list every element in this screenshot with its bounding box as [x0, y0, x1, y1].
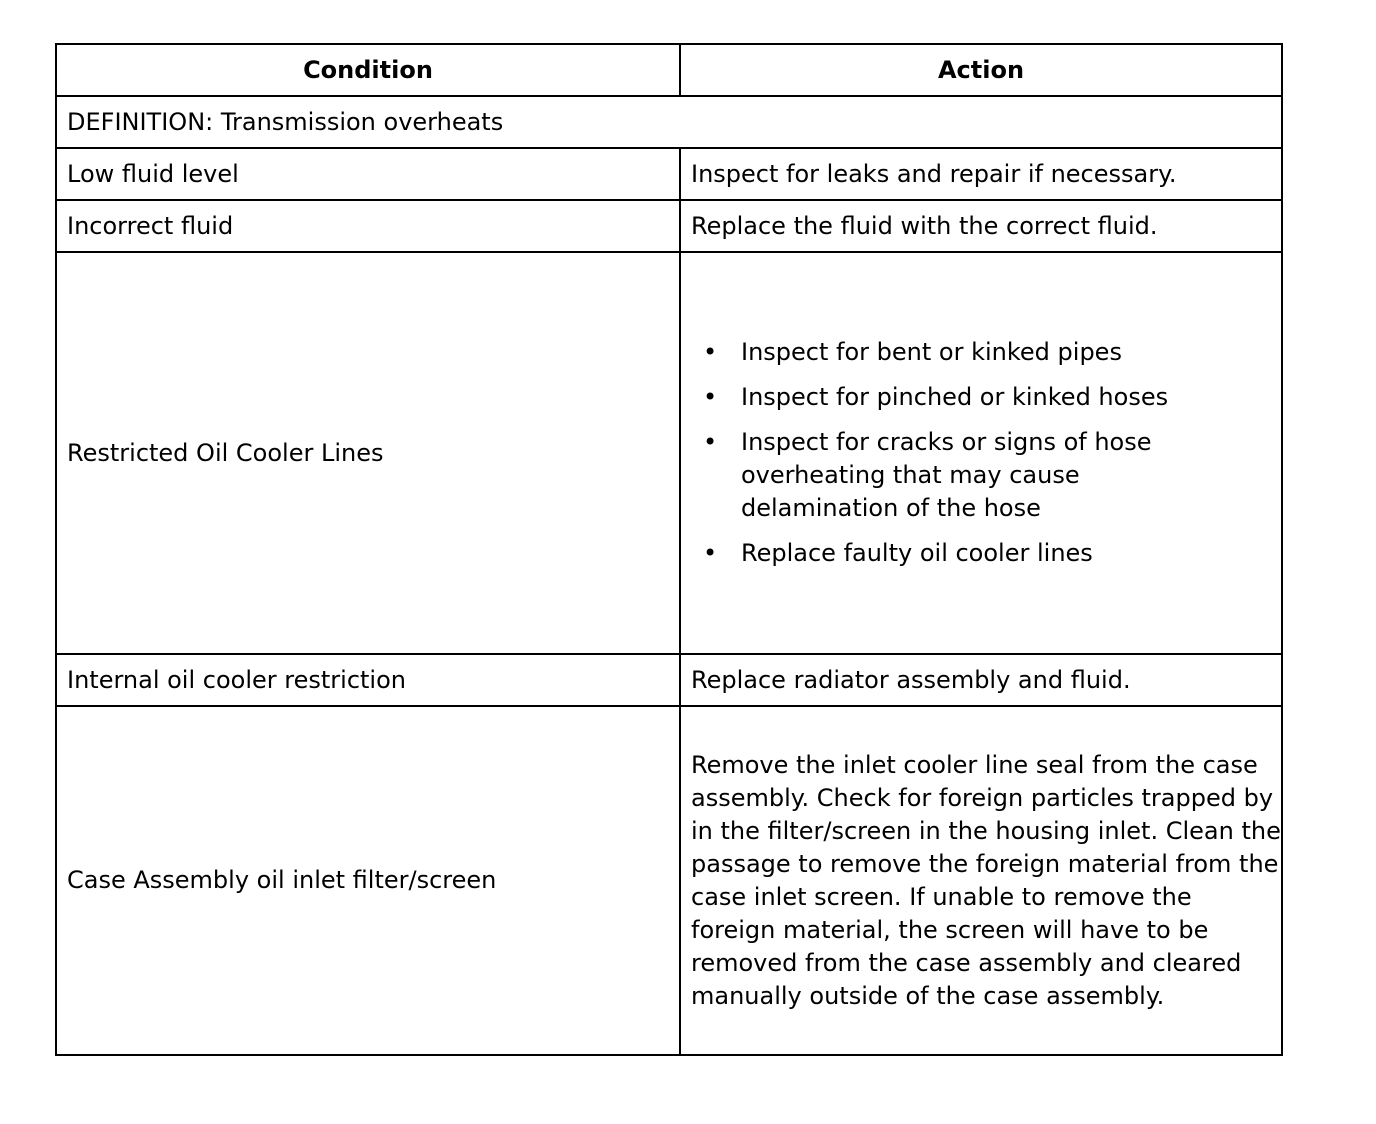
action-cell [680, 252, 1282, 654]
table-row [56, 148, 1282, 200]
diagnosis-table [55, 43, 1283, 1056]
table-row [56, 706, 1282, 1055]
list-item: • Inspect for bent or kinked pipes [691, 336, 1181, 369]
action-cell: Inspect for leaks and repair if necessary. [680, 148, 1282, 200]
action-cell: Replace radiator assembly and fluid. [680, 654, 1282, 706]
action-paragraph: Remove the inlet cooler line seal from the case assembly. Check for foreign particles trapped by in the filter/screen in the housing inlet. Clean the passage to remove the foreign material from the case inlet screen. If unable to remove the foreign material, the screen will have to be removed from the case assembly and cleared manually outside of the case assembly. [691, 750, 1281, 1010]
condition-cell: Case Assembly oil inlet filter/screen [56, 706, 680, 1055]
table-row [56, 654, 1282, 706]
list-item: • Replace faulty oil cooler lines [691, 537, 1181, 570]
action-header: Action [680, 44, 1282, 96]
table-row [56, 200, 1282, 252]
action-cell: Replace the fluid with the correct fluid. [680, 200, 1282, 252]
condition-cell: Low fluid level [56, 148, 680, 200]
list-item: • Inspect for pinched or kinked hoses [691, 381, 1181, 414]
header-row [56, 44, 1282, 96]
table-row [56, 252, 1282, 654]
definition-row [56, 96, 1282, 148]
condition-cell: Restricted Oil Cooler Lines [56, 252, 680, 654]
list-item: • Inspect for cracks or signs of hose overheating that may cause delamination of the hose [691, 426, 1181, 525]
action-bullet-list [691, 336, 1271, 570]
definition-text: DEFINITION: Transmission overheats [56, 96, 1282, 148]
condition-cell: Internal oil cooler restriction [56, 654, 680, 706]
condition-cell: Incorrect fluid [56, 200, 680, 252]
condition-header: Condition [56, 44, 680, 96]
action-cell [680, 706, 1282, 1055]
